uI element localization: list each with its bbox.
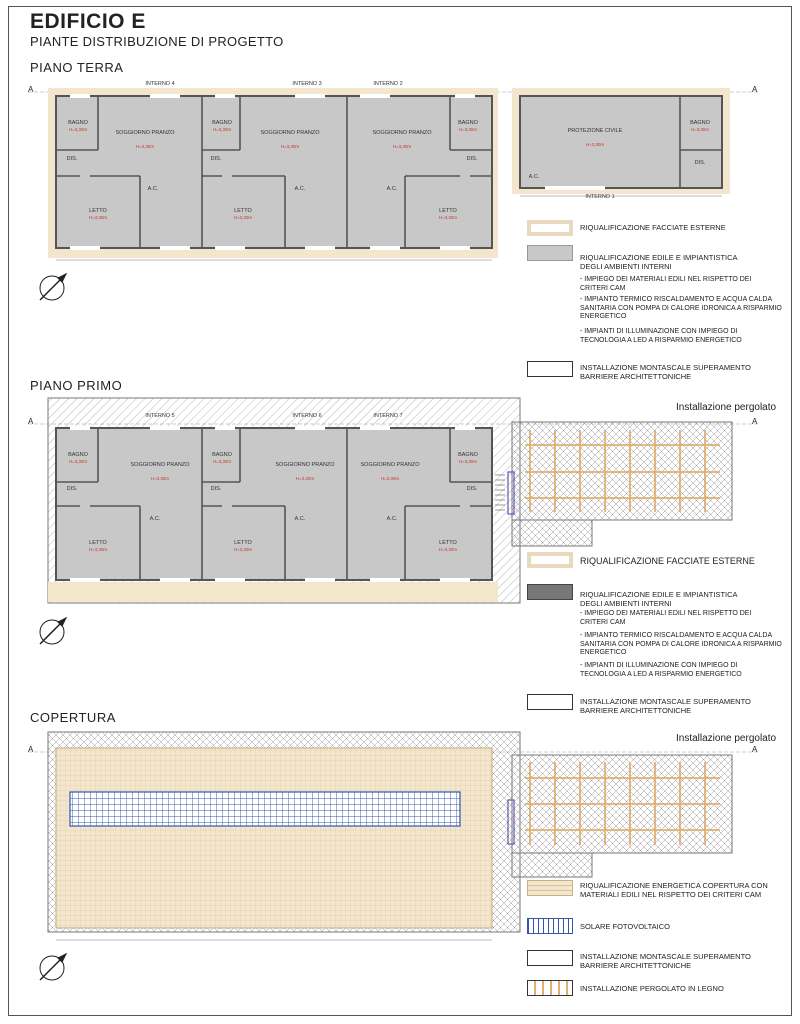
sheet-subtitle: PIANTE DISTRIBUZIONE DI PROGETTO xyxy=(30,34,284,49)
height-label: H=3,30m xyxy=(585,142,605,147)
legend-facade-text: RIQUALIFICAZIONE FACCIATE ESTERNE xyxy=(580,223,726,232)
unit-label: INTERNO 2 xyxy=(373,81,403,87)
room-label: A.C. xyxy=(294,186,306,192)
sheet-title: EDIFICIO E xyxy=(30,10,146,33)
first-terrace xyxy=(512,422,732,520)
height-label: H=3,30m xyxy=(212,459,232,464)
height-label: H=3,30m xyxy=(438,215,458,220)
room-label: LETTO xyxy=(439,540,457,546)
ground-floor-plan xyxy=(28,88,760,260)
height-label: H=3,30m xyxy=(295,476,315,481)
room-label: LETTO xyxy=(234,540,252,546)
first-floor-plan xyxy=(28,398,760,603)
room-label: BAGNO xyxy=(212,120,232,126)
section-roof-title: COPERTURA xyxy=(30,710,116,725)
section-ground-title: PIANO TERRA xyxy=(30,60,124,75)
room-label: DIS. xyxy=(210,486,222,492)
height-label: H=3,30m xyxy=(88,547,108,552)
height-label: H=3,30m xyxy=(380,476,400,481)
room-label: SOGGIORNO PRANZO xyxy=(275,462,335,468)
height-label: H=3,30m xyxy=(233,547,253,552)
height-label: H=3,30m xyxy=(458,127,478,132)
section-marker-right-1: A xyxy=(752,85,758,94)
room-label: DIS. xyxy=(66,486,78,492)
room-label: DIS. xyxy=(66,156,78,162)
room-label: A.C. xyxy=(528,174,540,180)
room-label: SOGGIORNO PRANZO xyxy=(130,462,190,468)
legend-swatch-interior xyxy=(527,584,573,600)
section-marker-right-3: A xyxy=(752,745,758,754)
room-label: BAGNO xyxy=(690,120,710,126)
height-label: H=3,30m xyxy=(438,547,458,552)
height-label: H=3,30m xyxy=(280,144,300,149)
room-label: LETTO xyxy=(439,208,457,214)
height-label: H=3,30m xyxy=(68,127,88,132)
height-label: H=3,30m xyxy=(392,144,412,149)
legend-swatch-roof xyxy=(527,880,573,896)
room-label: A.C. xyxy=(294,516,306,522)
legend-bullet: - IMPIANTI DI ILLUMINAZIONE CON IMPIEGO DI TECNOLOGIA A LED A RISPARMIO ENERGETICO xyxy=(580,328,742,344)
room-label: A.C. xyxy=(149,516,161,522)
legend-pergola-text: INSTALLAZIONE PERGOLATO IN LEGNO xyxy=(580,984,724,993)
unit-label: INTERNO 5 xyxy=(145,413,175,419)
room-label: LETTO xyxy=(89,208,107,214)
roof-insulation xyxy=(56,748,492,928)
pergola-label-roof: Installazione pergolato xyxy=(676,733,777,744)
legend-swatch-facade xyxy=(527,552,573,568)
height-label: H=3,30m xyxy=(150,476,170,481)
annex-block xyxy=(520,96,722,188)
room-label: A.C. xyxy=(147,186,159,192)
height-label: H=3,30m xyxy=(135,144,155,149)
legend-swatch-pv xyxy=(527,918,573,934)
roof-plan xyxy=(28,732,760,940)
pergola-label-first: Installazione pergolato xyxy=(676,402,777,413)
legend-interior-text: RIQUALIFICAZIONE EDILE E IMPIANTISTICA DEGLI AMBIENTI INTERNI xyxy=(580,253,738,271)
legend-interior-text: RIQUALIFICAZIONE EDILE E IMPIANTISTICA DEGLI AMBIENTI INTERNI xyxy=(580,590,738,608)
unit-label: INTERNO 6 xyxy=(292,413,322,419)
legend-facade-text: RIQUALIFICAZIONE FACCIATE ESTERNE xyxy=(580,556,755,566)
legend-stairlift-text: INSTALLAZIONE MONTASCALE SUPERAMENTO BARRIERE ARCHITETTONICHE xyxy=(580,363,751,381)
legend-pv-text: SOLARE FOTOVOLTAICO xyxy=(580,922,671,931)
room-label: LETTO xyxy=(89,540,107,546)
north-arrow-roof xyxy=(40,954,66,980)
height-label: H=3,30m xyxy=(88,215,108,220)
legend-bullet: - IMPIANTI DI ILLUMINAZIONE CON IMPIEGO DI TECNOLOGIA A LED A RISPARMIO ENERGETICO xyxy=(580,662,742,678)
legend-swatch-pergola xyxy=(527,980,573,996)
room-label: DIS. xyxy=(466,486,478,492)
room-label: SOGGIORNO PRANZO xyxy=(260,130,320,136)
legend-bullet: - IMPIANTO TERMICO RISCALDAMENTO E ACQUA CALDA SANITARIA CON POMPA DI CALORE IDRONICA A RISPARMIO ENERGETICO xyxy=(580,632,782,656)
legend-swatch-interior xyxy=(527,245,573,261)
legend-roof-text: RIQUALIFICAZIONE ENERGETICA COPERTURA CON MATERIALI EDILI NEL RISPETTO DEI CRITERI CAM xyxy=(580,881,768,899)
section-marker-left-3: A xyxy=(28,745,34,754)
room-label: DIS. xyxy=(466,156,478,162)
legend-swatch-stairlift xyxy=(527,694,573,710)
ground-main-block xyxy=(56,96,492,248)
section-marker-right-2: A xyxy=(752,417,758,426)
height-label: H=3,30m xyxy=(233,215,253,220)
section-marker-left-1: A xyxy=(28,85,34,94)
room-label: BAGNO xyxy=(68,120,88,126)
unit-label: INTERNO 3 xyxy=(292,81,322,87)
room-label: A.C. xyxy=(386,186,398,192)
unit-label: INTERNO 7 xyxy=(373,413,403,419)
first-main-block xyxy=(56,428,492,580)
room-label: LETTO xyxy=(234,208,252,214)
room-label: PROTEZIONE CIVILE xyxy=(567,128,623,134)
room-label: DIS. xyxy=(694,160,706,166)
legend-stairlift-text: INSTALLAZIONE MONTASCALE SUPERAMENTO BARRIERE ARCHITETTONICHE xyxy=(580,697,751,715)
room-label: A.C. xyxy=(386,516,398,522)
section-first-title: PIANO PRIMO xyxy=(30,378,123,393)
room-label: BAGNO xyxy=(68,452,88,458)
room-label: BAGNO xyxy=(212,452,232,458)
legend-bullet: - IMPIEGO DEI MATERIALI EDILI NEL RISPETTO DEI CRITERI CAM xyxy=(580,276,752,292)
north-arrow-first xyxy=(40,618,66,644)
legend-bullet: - IMPIEGO DEI MATERIALI EDILI NEL RISPETTO DEI CRITERI CAM xyxy=(580,610,752,626)
room-label: SOGGIORNO PRANZO xyxy=(115,130,175,136)
north-arrow-ground xyxy=(40,274,66,300)
unit-label: INTERNO 4 xyxy=(145,81,175,87)
height-label: H=3,30m xyxy=(68,459,88,464)
room-label: SOGGIORNO PRANZO xyxy=(360,462,420,468)
height-label: H=3,30m xyxy=(212,127,232,132)
room-label: BAGNO xyxy=(458,120,478,126)
legend-bullet: - IMPIANTO TERMICO RISCALDAMENTO E ACQUA CALDA SANITARIA CON POMPA DI CALORE IDRONICA A RISPARMIO ENERGETICO xyxy=(580,296,782,320)
pv-array xyxy=(70,792,460,826)
legend-swatch-stairlift xyxy=(527,361,573,377)
unit-label: INTERNO 1 xyxy=(585,194,615,200)
legend-swatch-stairlift xyxy=(527,950,573,966)
room-label: SOGGIORNO PRANZO xyxy=(372,130,432,136)
room-label: DIS. xyxy=(210,156,222,162)
height-label: H=3,30m xyxy=(458,459,478,464)
legend-stairlift-text: INSTALLAZIONE MONTASCALE SUPERAMENTO BARRIERE ARCHITETTONICHE xyxy=(580,952,751,970)
section-marker-left-2: A xyxy=(28,417,34,426)
height-label: H=3,30m xyxy=(690,127,710,132)
legend-swatch-facade xyxy=(527,220,573,236)
room-label: BAGNO xyxy=(458,452,478,458)
